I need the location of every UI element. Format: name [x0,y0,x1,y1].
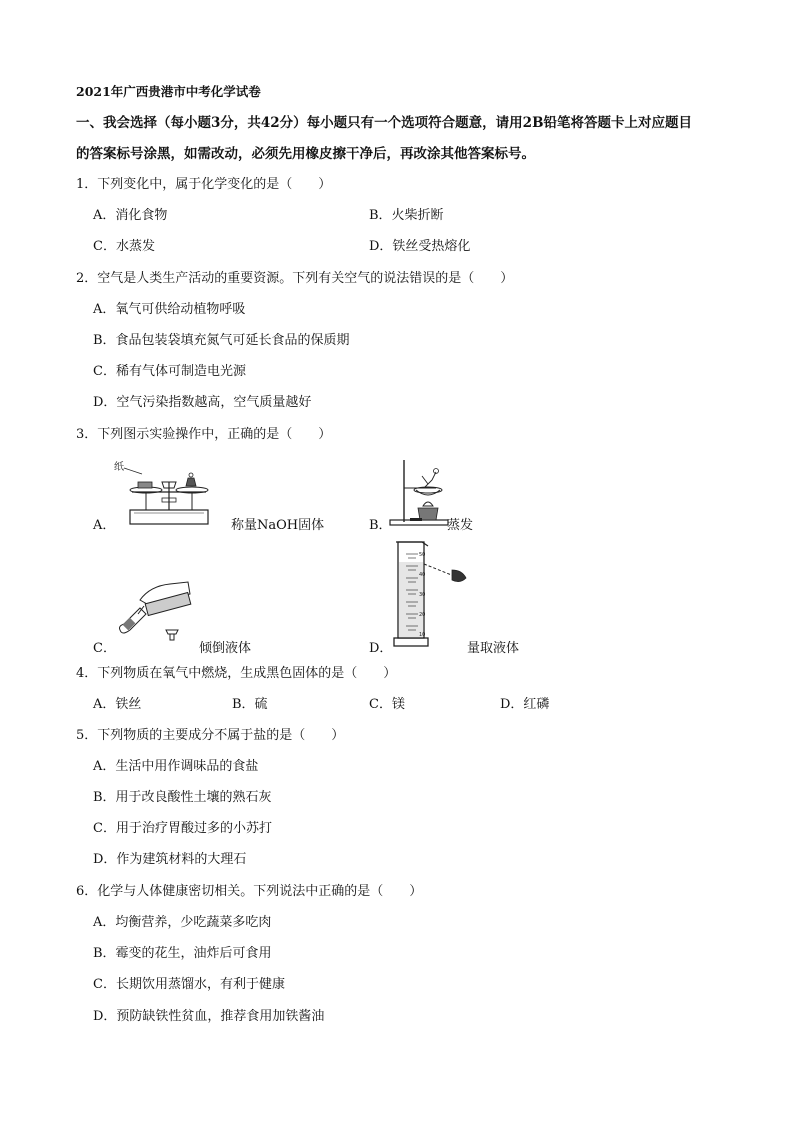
paper-label: 纸 [114,462,124,473]
exam-title: 2021年广西贵港市中考化学试卷 [76,84,261,99]
question-3-option-d-letter: D． [369,641,393,656]
question-6-option-d: D．预防缺铁性贫血，推荐食用加铁酱油 [93,1009,325,1024]
question-6-option-c: C．长期饮用蒸馏水，有利于健康 [93,977,285,992]
question-5-stem: 5．下列物质的主要成分不属于盐的是（ ） [76,728,345,743]
question-1-option-b: B．火柴折断 [369,208,444,223]
evaporation-setup-figure [384,458,452,528]
question-6-option-a: A．均衡营养，少吃蔬菜多吃肉 [93,915,272,930]
question-3-option-c-caption: 倾倒液体 [199,641,252,656]
question-3-option-d-caption: 量取液体 [467,641,520,656]
section-instructions-line2: 的答案标号涂黑，如需改动，必须先用橡皮擦干净后，再改涂其他答案标号。 [76,146,535,162]
question-4-option-b: B．硫 [232,697,268,712]
balance-scale-figure [112,458,217,528]
question-3-option-b-letter: B． [369,518,392,533]
pouring-liquid-figure [110,580,200,652]
question-3-option-b-caption: 蒸发 [447,518,474,533]
cylinder-scale-label-50: 50 [419,552,426,558]
question-3-stem: 3．下列图示实验操作中，正确的是（ ） [76,427,332,442]
question-4-option-c: C．镁 [369,697,405,712]
question-6-option-b: B．霉变的花生，油炸后可食用 [93,946,272,961]
cylinder-scale-label-10: 10 [419,632,426,638]
question-2-option-a: A．氧气可供给动植物呼吸 [93,302,246,317]
question-2-option-c: C．稀有气体可制造电光源 [93,364,246,379]
question-5-option-c: C．用于治疗胃酸过多的小苏打 [93,821,272,836]
question-3-option-c-letter: C． [93,641,116,656]
question-4-option-d: D．红磷 [500,697,550,712]
question-5-option-d: D．作为建筑材料的大理石 [93,852,247,867]
question-2-option-d: D．空气污染指数越高，空气质量越好 [93,395,312,410]
question-1-option-d: D．铁丝受热熔化 [369,239,471,254]
question-4-option-a: A．铁丝 [93,697,142,712]
question-1-option-a: A．消化食物 [93,208,168,223]
question-4-stem: 4．下列物质在氧气中燃烧，生成黑色固体的是（ ） [76,666,397,681]
cylinder-scale-label-20: 20 [419,612,426,618]
question-1-stem: 1．下列变化中，属于化学变化的是（ ） [76,177,332,192]
question-2-option-b: B．食品包装袋填充氮气可延长食品的保质期 [93,333,350,348]
section-instructions-line1: 一、我会选择（每小题3分，共42分）每小题只有一个选项符合题意，请用2B铅笔将答题卡上对应题目 [76,115,692,131]
question-6-stem: 6．化学与人体健康密切相关。下列说法中正确的是（ ） [76,884,423,899]
question-3-option-a-letter: A． [93,518,116,533]
question-2-stem: 2．空气是人类生产活动的重要资源。下列有关空气的说法错误的是（ ） [76,271,514,286]
question-3-option-a-caption: 称量NaOH固体 [231,518,325,533]
cylinder-scale-label-30: 30 [419,592,426,598]
cylinder-scale-label-40: 40 [419,572,426,578]
graduated-cylinder-figure [392,540,474,650]
question-5-option-b: B．用于改良酸性土壤的熟石灰 [93,790,272,805]
question-5-option-a: A．生活中用作调味品的食盐 [93,759,259,774]
question-1-option-c: C．水蒸发 [93,239,155,254]
